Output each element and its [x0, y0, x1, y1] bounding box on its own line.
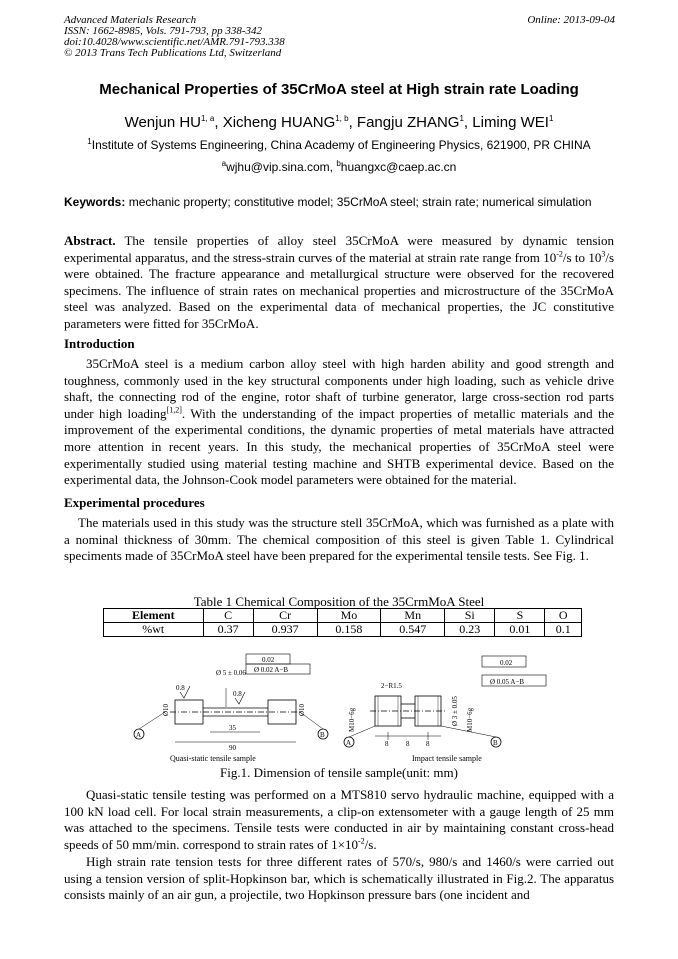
- email-a[interactable]: wjhu@vip.sina.com,: [226, 160, 333, 174]
- table-header: O: [545, 609, 582, 623]
- dim-d10a: Ø10: [162, 703, 170, 716]
- table-header: Si: [445, 609, 495, 623]
- dim-rough2: 0.8: [233, 690, 242, 698]
- dim-l8b: 8: [406, 740, 410, 748]
- dim-tol1: Ø 5 ± 0.06: [216, 669, 246, 677]
- chemical-table: [103, 608, 582, 637]
- copyright: © 2013 Trans Tech Publications Ltd, Switzerland: [64, 47, 282, 59]
- table-cell: 0.23: [445, 623, 495, 637]
- table-header: Cr: [253, 609, 317, 623]
- intro-paragraph: 35CrMoA steel is a medium carbon alloy steel with high harden ability and good strength and toughness, commonly used in the key structural components under high loading, such as vehicle drive shaft, the connecting rod of the engine, rotor shaft of turbine generator, large cross-section rod parts under high loading[1,2]. With the understanding of the impact properties of metallic materials and the improvement of the experimental conditions, the dynamic properties of metal materials have attracted more attention in recent years. In this study, the mechanical properties of 35CrMoA steel were experimentally studied using material testing machine and SHTB experimental device. Based on the experimental data, the Johnson-Cook model parameters were obtained for the material.: [64, 356, 614, 488]
- journal-name: Advanced Materials Research: [64, 14, 197, 26]
- table-caption: Table 1 Chemical Composition of the 35CrmMoA Steel: [193, 594, 485, 609]
- dim-flat1: 0.02: [262, 656, 275, 664]
- dim-radius: 2−R1.5: [381, 682, 402, 690]
- author-sup: 1, a: [201, 114, 215, 123]
- dim-l8c: 8: [426, 740, 430, 748]
- author-list: Wenjun HU$^{1, a}$, Xicheng HUANG$^{1, b}$, Fangju ZHANG$^1$, Liming WEI$^1$: [124, 114, 554, 131]
- journal-header: [64, 15, 285, 59]
- author-name: Liming WEI: [472, 114, 549, 131]
- online-date: Online: 2013-09-04: [527, 14, 615, 26]
- left-sample-caption: Quasi-static tensile sample: [170, 754, 256, 763]
- intro-heading: Introduction: [64, 336, 135, 351]
- emails: $^a$wjhu@vip.sina.com, $^b$huangxc@caep.ac.cn: [221, 159, 457, 174]
- datum-b-left: B: [320, 731, 325, 739]
- dim-rough1: 0.8: [176, 684, 185, 692]
- author-sup: 1: [548, 114, 554, 123]
- dim-m10a: M10−6g: [348, 707, 356, 732]
- table-header: Element: [104, 609, 204, 623]
- table-header: C: [203, 609, 253, 623]
- affiliation: $^1$Institute of Systems Engineering, China Academy of Engineering Physics, 621900, PR CHINA: [87, 137, 591, 152]
- issn: ISSN: 1662-8985, Vols. 791-793, pp 338-342: [64, 25, 262, 37]
- figure-caption: Fig.1. Dimension of tensile sample(unit: mm): [220, 765, 458, 780]
- abstract: Abstract. The tensile properties of alloy steel 35CrMoA were measured by dynamic tension experimental apparatus, and the stress-strain curves of the material at strain rate range from $10^{-2}/s$ to $10^3/s$ were obtained. The fracture appearance and metallurgical structure were observed for the recovered specimens. The influence of strain rates on mechanical properties and microstructure of the 35CrMoA steel was analyzed. Based on the experimental data of mechanical properties, the JC constitutive parameters were fitted for 35CrMoA.: [64, 233, 614, 331]
- email-b[interactable]: huangxc@caep.ac.cn: [340, 160, 457, 174]
- table-cell: %wt: [104, 623, 204, 637]
- table-cell: 0.01: [495, 623, 545, 637]
- dim-run1: Ø 0.02 A−B: [254, 666, 289, 674]
- table-row: [104, 623, 582, 637]
- table-cell: 0.547: [381, 623, 445, 637]
- citation[interactable]: [1,2]: [166, 405, 182, 415]
- table-header-row: [104, 609, 582, 623]
- keywords: Keywords: mechanic property; constitutive model; 35CrMoA steel; strain rate; numerical simulation: [64, 195, 592, 209]
- table-cell: 0.937: [253, 623, 317, 637]
- dim-len35: 35: [229, 724, 236, 732]
- datum-b-right: B: [493, 739, 498, 747]
- quasi-static-paragraph: Quasi-static tensile testing was performed on a MTS810 servo hydraulic machine, equipped with a 100 kN load cell. For local strain measurements, a clip-on extensometer with a gauge length of 25 mm was attached to the specimens. Tensile tests were conducted in air by maintaining constant cross-head speeds of 50 mm/min. correspond to strain rates of $1\times 10^{-2}/s$.: [64, 787, 614, 852]
- table-header: S: [495, 609, 545, 623]
- dim-flat2: 0.02: [500, 659, 513, 667]
- dim-m10b: M10−6g: [466, 707, 474, 732]
- table-cell: 0.37: [203, 623, 253, 637]
- dim-len90: 90: [229, 744, 236, 752]
- dim-d10b: Ø10: [298, 703, 306, 716]
- author-name: Wenjun HU: [124, 114, 201, 131]
- impact-drawing: [344, 656, 546, 747]
- dim-dia3: Ø 3 ± 0.05: [451, 696, 459, 726]
- table-cell: 0.158: [317, 623, 381, 637]
- tensile-sample-figure: [120, 652, 580, 767]
- table-header: Mo: [317, 609, 381, 623]
- exp-paragraph: The materials used in this study was the structure stell 35CrMoA, which was furnished as a plate with a nominal thickness of 30mm. The chemical composition of this steel is given Table 1. Cylindrical speciments made of 35CrMoA steel have been prepared for the experimental tensile tests. See Fig. 1.: [64, 515, 614, 564]
- paper-title: Mechanical Properties of 35CrMoA steel at High strain rate Loading: [99, 81, 579, 98]
- datum-a-left: A: [136, 731, 142, 739]
- doi: doi:10.4028/www.scientific.net/AMR.791-793.338: [64, 36, 285, 48]
- dim-run2: Ø 0.05 A−B: [490, 678, 525, 686]
- author-name: Xicheng HUANG: [222, 114, 336, 131]
- high-rate-paragraph: High strain rate tension tests for three different rates of 570/s, 980/s and 1460/s were carried out using a tension version of split-Hopkinson bar, which is schematically illustrated in Fig.2. The apparatus consists mainly of an air gun, a projectile, two Hopkinson pressure bars (one incident and: [64, 854, 614, 903]
- author-sup: 1: [459, 114, 464, 123]
- author-name: Fangju ZHANG: [356, 114, 460, 131]
- table-header: Mn: [381, 609, 445, 623]
- right-sample-caption: Impact tensile sample: [412, 754, 482, 763]
- dim-l8a: 8: [385, 740, 389, 748]
- author-sup: 1, b: [335, 114, 349, 123]
- exp-heading: Experimental procedures: [64, 495, 205, 510]
- datum-a-right: A: [346, 739, 352, 747]
- table-cell: 0.1: [545, 623, 582, 637]
